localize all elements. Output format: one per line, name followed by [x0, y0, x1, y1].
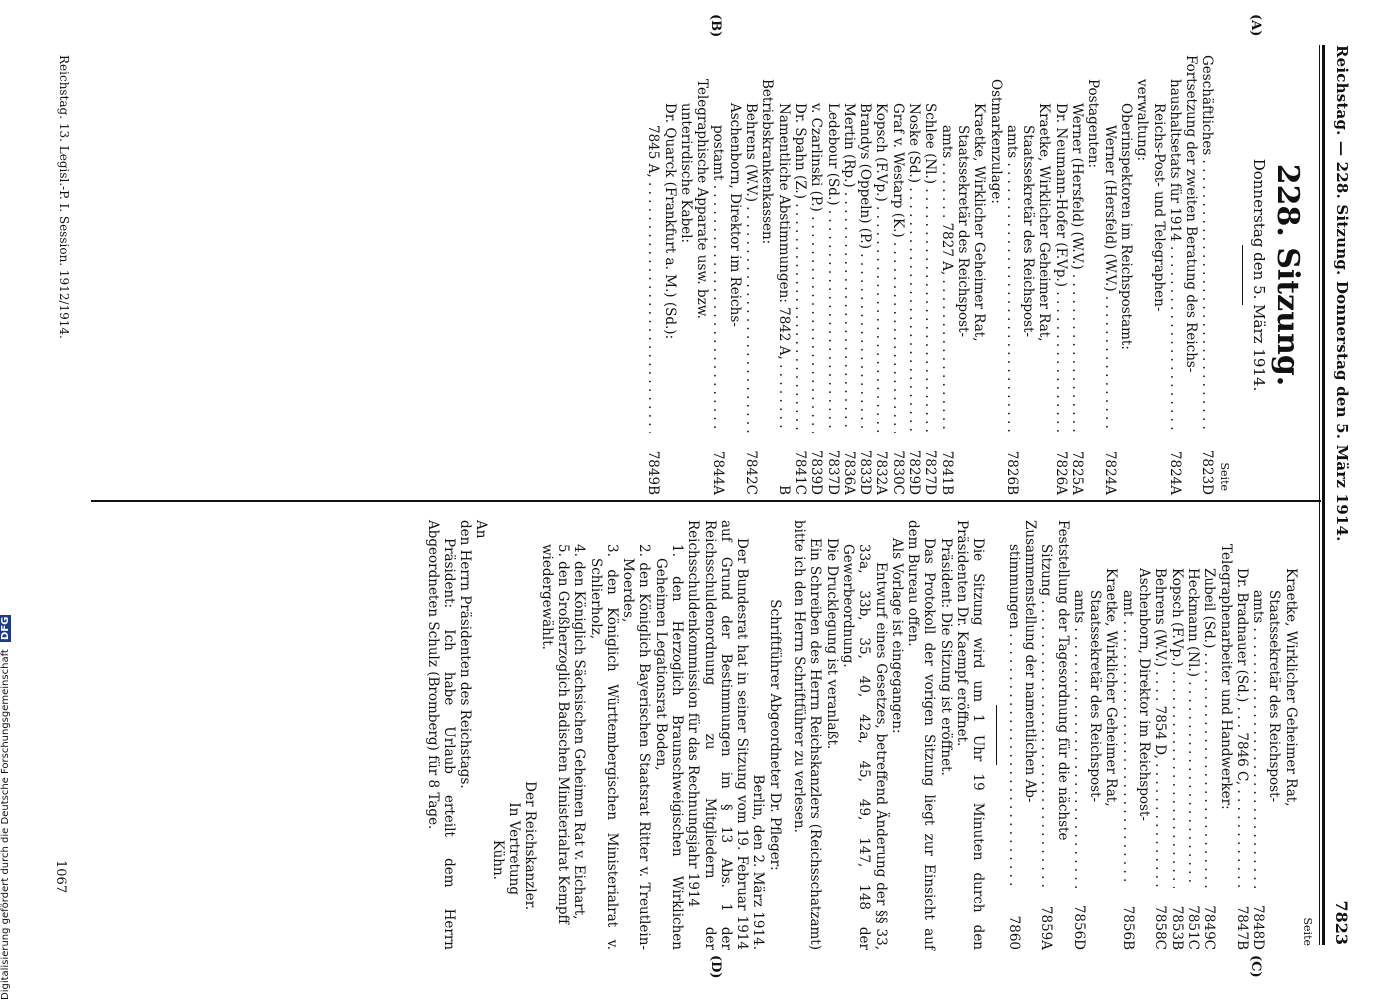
toc-entry-text: Namentliche Abstimmungen: 7842 A, . . .	[775, 103, 791, 433]
toc-entry-text: Ledebour (Sd.) . . .	[824, 103, 840, 433]
header-rule-thin	[1319, 45, 1320, 945]
commission-member: 2. den Königlich Bayerischen Staatsrat Ritter v. Treutlein-Moerdes,	[620, 544, 653, 950]
toc-entry-page: 7853B	[1168, 905, 1185, 950]
toc-entry-text: Geschäftliches . . .	[1199, 55, 1215, 433]
toc-entry: Staatssekretär des Reichspost-	[1266, 590, 1283, 803]
separator-right	[996, 705, 997, 765]
commission-member: 3. den Königlich Württembergischen Ministerialrat v. Schlierholz,	[587, 544, 620, 950]
toc-entry-text: stimmungen . . .	[1005, 544, 1021, 888]
toc-entry	[1199, 55, 1215, 495]
letter-body: Der Bundesrat hat in seiner Sitzung vom 19. Februar 1914 auf Grund der Bestimmungen im § 13 Abs. 1 der Reichsschuldenordnung zu Mitgliedern der Reichsschuldenkommission für das Rechnungsjahr 1914	[685, 520, 751, 950]
toc-entry-text: Werner (Hersfeld) (W.V.) . . .	[1101, 125, 1117, 433]
table-of-contents-right	[1005, 520, 1298, 950]
toc-entry: Staatssekretär des Reichspost-	[1087, 590, 1104, 803]
toc-entry-text: postamt . . .	[710, 125, 726, 433]
toc-entry-text: Dr. Neumann-Hofer (F.Vp.) . . .	[1052, 103, 1068, 433]
toc-entry-text: Brandys (Oppeln) (P.) . . .	[857, 103, 873, 433]
toc-entry: Fortsetzung der zweiten Beratung des Reichs-	[1183, 55, 1200, 373]
toc-entry-text: Sitzung . . .	[1038, 544, 1054, 888]
commission-member: 5. den Großherzoglich Badischen Ministerialrat Kempff	[554, 544, 571, 925]
toc-entry: Postagenten:	[1085, 79, 1102, 169]
toc-entry-page: 7836A	[840, 450, 857, 495]
footer-text: Reichstag. 13. Legisl.-P. I. Session. 1912/1914.	[57, 55, 71, 339]
commission-list	[555, 520, 685, 950]
toc-entry: Oberinspektoren im Reichspostamt:	[1117, 103, 1134, 350]
toc-entry-page: 7856D	[1070, 904, 1087, 950]
column-divider	[91, 500, 1321, 502]
toc-entry	[1038, 520, 1054, 950]
letter-intro: Ein Schreiben des Herrn Reichskanzlers (Reichsschatzamt) bitte ich den Herrn Schriftführer zu verlesen.	[791, 520, 824, 950]
toc-entry-text: amts . . .	[1250, 590, 1266, 888]
opening-text: Die Sitzung wird um 1 Uhr 19 Minuten durch den Präsidenten Dr. Kaempf eröffnet.	[954, 520, 987, 950]
toc-entry-text: Mertin (Rp.) . . .	[841, 103, 857, 433]
toc-entry-page: 7830C	[889, 450, 906, 495]
toc-entry	[906, 55, 922, 495]
header-rule	[1322, 45, 1325, 945]
toc-entry-page: 7826B	[1003, 450, 1020, 495]
toc-entry: unterirdische Kabel:	[677, 103, 694, 244]
toc-entry-page: 7837D	[824, 449, 841, 495]
separator	[1242, 245, 1243, 305]
toc-entry	[1004, 55, 1020, 495]
toc-entry	[922, 55, 938, 495]
toc-entry-text: v. Czarlinski (P.) . . .	[808, 103, 824, 433]
toc-entry: Ostmarkenzulage:	[987, 79, 1004, 204]
toc-entry-text: Werner (Hersfeld) (W.V.) . . .	[1069, 103, 1085, 433]
left-column	[645, 55, 1315, 495]
toc-entry-text: haushaltsetats für 1914 . . .	[1167, 79, 1183, 433]
protocol-text: Das Protokoll der vorigen Sitzung liegt zur Einsicht auf dem Bureau offen.	[905, 520, 938, 950]
toc-entry-page: 7859A	[1038, 905, 1055, 950]
toc-entry: Betriebskrankenkassen:	[759, 79, 776, 245]
toc-entry	[1005, 520, 1021, 950]
toc-entry-page: 7856B	[1119, 905, 1136, 950]
toc-entry: Staatssekretär des Reichspost-	[954, 125, 971, 338]
drucklegung-text: Die Drucklegung ist veranlaßt.	[823, 538, 840, 750]
toc-entry	[1185, 520, 1201, 950]
toc-entry: Reichs-Post- und Telegraphen-	[1150, 103, 1167, 312]
dfg-notice-text: Digitalisierung gefördert durch die Deutsche Forschungsgemeinschaft	[0, 649, 11, 1000]
toc-entry-page: 7824A	[1166, 450, 1183, 495]
toc-entry	[1201, 520, 1217, 950]
toc-entry: Telegraphische Apparate usw. bzw.	[694, 79, 711, 319]
toc-entry-text: amt . . .	[1119, 590, 1135, 888]
margin-letter-d: (D)	[708, 955, 723, 979]
toc-entry-page: 7851C	[1184, 905, 1201, 950]
president-leave: Präsident: Ich habe Urlaub erteilt dem Herrn Abgeordneten Schulz (Bromberg) für 8 Tage.	[424, 520, 457, 950]
addressee-an: An	[473, 520, 490, 539]
dfg-notice	[0, 0, 14, 1000]
session-title: 228. Sitzung.	[1270, 163, 1305, 387]
toc-entry: verwaltung:	[1134, 79, 1151, 161]
commission-member: 4. den Königlich Sächsischen Geheimen Rat v. Eichart,	[571, 544, 588, 920]
addressee-name: den Herrn Präsidenten des Reichstags.	[457, 520, 474, 789]
secretary-label: Schriftführer Abgeordneter Dr. Pfleger:	[766, 599, 783, 871]
president-opening: Präsident: Die Sitzung ist eröffnet.	[937, 538, 954, 776]
toc-entry-page: 7824A	[1101, 450, 1118, 495]
header-page-number: 7823	[1332, 900, 1351, 945]
toc-entry	[1052, 55, 1068, 495]
running-header	[1331, 45, 1351, 945]
toc-entry	[792, 55, 808, 495]
toc-entry-text: Graf v. Westarp (K.) . . .	[889, 103, 905, 433]
commission-member: 1. den Herzoglich Braunschweigischen Wirklichen Geheimen Legationsrat Boden,	[652, 544, 686, 950]
toc-entry	[1167, 55, 1183, 495]
vorlage-text: Als Vorlage ist eingegangen:	[888, 538, 905, 734]
toc-entry-page: B	[775, 485, 792, 495]
toc-entry	[808, 55, 824, 495]
toc-entry	[1119, 520, 1135, 950]
toc-entry-text: Schlee (Nl.) . . .	[922, 103, 938, 433]
toc-entry-page: 7826A	[1052, 450, 1069, 495]
dfg-logo-icon: DFG	[0, 616, 11, 640]
toc-entry	[1069, 55, 1085, 495]
toc-entry: Kraetke, Wirklicher Geheimer Rat,	[1282, 568, 1299, 807]
toc-entry-text: 7845 A, . . .	[645, 125, 661, 433]
toc-entry-page: 7823D	[1199, 449, 1216, 495]
toc-entry-text: Zubeil (Sd.) . . .	[1201, 568, 1217, 888]
toc-entry-page: 7849B	[645, 450, 662, 495]
signature-reichskanzler: Der Reichskanzler.	[522, 781, 539, 910]
toc-entry	[743, 55, 759, 495]
toc-entry-page: 7847B	[1233, 905, 1250, 950]
toc-entry-page: 7827D	[922, 449, 939, 495]
toc-entry: Telegraphenarbeiter und Handwerker:	[1217, 544, 1234, 810]
session-date: Donnerstag den 5. März 1914.	[1250, 158, 1268, 392]
toc-entry-text: amts . . .	[1004, 125, 1020, 433]
toc-entry	[1071, 520, 1087, 950]
toc-entry: Aschenborn, Direktor im Reichspost-	[1136, 568, 1153, 821]
toc-entry-text: Behrens (W.V.) . . .	[743, 103, 759, 433]
header-title: Reichstag. — 228. Sitzung. Donnerstag den 5. März 1914.	[1333, 45, 1351, 542]
toc-entry-text: amts . . . . . . . 7827 A, . . .	[938, 125, 954, 433]
toc-entry-text: amts . . .	[1071, 590, 1087, 888]
toc-entry-text: Kopsch (F.Vp.) . . .	[1168, 568, 1184, 888]
letter-place-date: Berlin, den 2. März 1914.	[750, 774, 767, 950]
toc-entry	[710, 55, 726, 495]
toc-entry-page: 7860	[1005, 915, 1022, 950]
toc-entry	[645, 55, 661, 495]
toc-entry-text: Dr. Bradnauer (Sd.) . . . 7846 C, . . .	[1234, 568, 1250, 888]
toc-entry: Kraetke, Wirklicher Geheimer Rat,	[1036, 103, 1053, 342]
toc-entry: Dr. Quarck (Frankfurt a. M.) (Sd.):	[661, 103, 678, 340]
page-footer	[57, 55, 71, 485]
draft-law-text: Entwurf eines Gesetzes, betreffend Änderung der §§ 33, 33a, 33b, 35, 40, 42a, 45, 49, 147, 148 der Gewerbeordnung.	[839, 544, 889, 950]
margin-letter-c: (C)	[1248, 955, 1263, 978]
toc-entry-text: Dr. Spahn (Z.) . . .	[792, 103, 808, 433]
toc-entry-text: Heckmann (Nl.) . . .	[1185, 568, 1201, 888]
toc-entry	[1101, 55, 1117, 495]
toc-entry-page: 7825A	[1069, 450, 1086, 495]
seite-label: Seite	[1217, 462, 1231, 491]
table-of-contents-left	[645, 55, 1215, 495]
signature-name: Kühn.	[489, 839, 506, 880]
right-column	[424, 520, 1315, 950]
toc-entry: Aschenborn, Direktor im Reichs-	[726, 103, 743, 327]
margin-letter-b: (B)	[708, 14, 723, 38]
toc-entry	[857, 55, 873, 495]
toc-entry	[824, 55, 840, 495]
toc-entry-page: 7833D	[857, 449, 874, 495]
toc-entry-page: 7842C	[743, 450, 760, 495]
toc-entry-page: 7849C	[1201, 905, 1218, 950]
toc-entry	[1152, 520, 1168, 950]
toc-entry	[938, 55, 954, 495]
toc-entry-page: 7858C	[1152, 905, 1169, 950]
toc-entry	[841, 55, 857, 495]
toc-entry: Feststellung der Tagesordnung für die nächste	[1054, 520, 1071, 841]
toc-entry-page: 7832A	[873, 450, 890, 495]
toc-entry-text: Kopsch (F.Vp.) . . .	[873, 103, 889, 433]
wiedergewaehlt-text: wiedergewählt.	[538, 544, 555, 650]
toc-entry-page: 7848D	[1250, 904, 1267, 950]
toc-entry	[889, 55, 905, 495]
toc-entry: Kraetke, Wirklicher Geheimer Rat,	[971, 103, 988, 342]
toc-entry	[1250, 520, 1266, 950]
toc-entry-page: 7839D	[808, 449, 825, 495]
bottom-page-number: 1067	[53, 860, 68, 894]
margin-letter-a: (A)	[1248, 14, 1263, 37]
toc-entry: Zusammenstellung der namentlichen Ab-	[1021, 520, 1038, 803]
toc-entry-page: 7844A	[710, 450, 727, 495]
toc-entry: Staatssekretär des Reichspost-	[1020, 125, 1037, 338]
toc-entry	[1168, 520, 1184, 950]
signature-vertretung: In Vertretung	[506, 802, 523, 895]
toc-entry	[1234, 520, 1250, 950]
seite-label-right: Seite	[1301, 917, 1314, 946]
toc-entry: Kraetke, Wirklicher Geheimer Rat,	[1103, 568, 1120, 807]
toc-entry	[873, 55, 889, 495]
toc-entry-text: Noske (Sd.) . . .	[906, 103, 922, 433]
toc-entry-page: 7841C	[791, 450, 808, 495]
toc-entry	[775, 55, 791, 495]
toc-entry-text: Behrens (W.V.) . . . . 7854 D, . . .	[1152, 568, 1168, 888]
toc-entry-page: 7829D	[906, 449, 923, 495]
toc-entry-page: 7841B	[938, 450, 955, 495]
